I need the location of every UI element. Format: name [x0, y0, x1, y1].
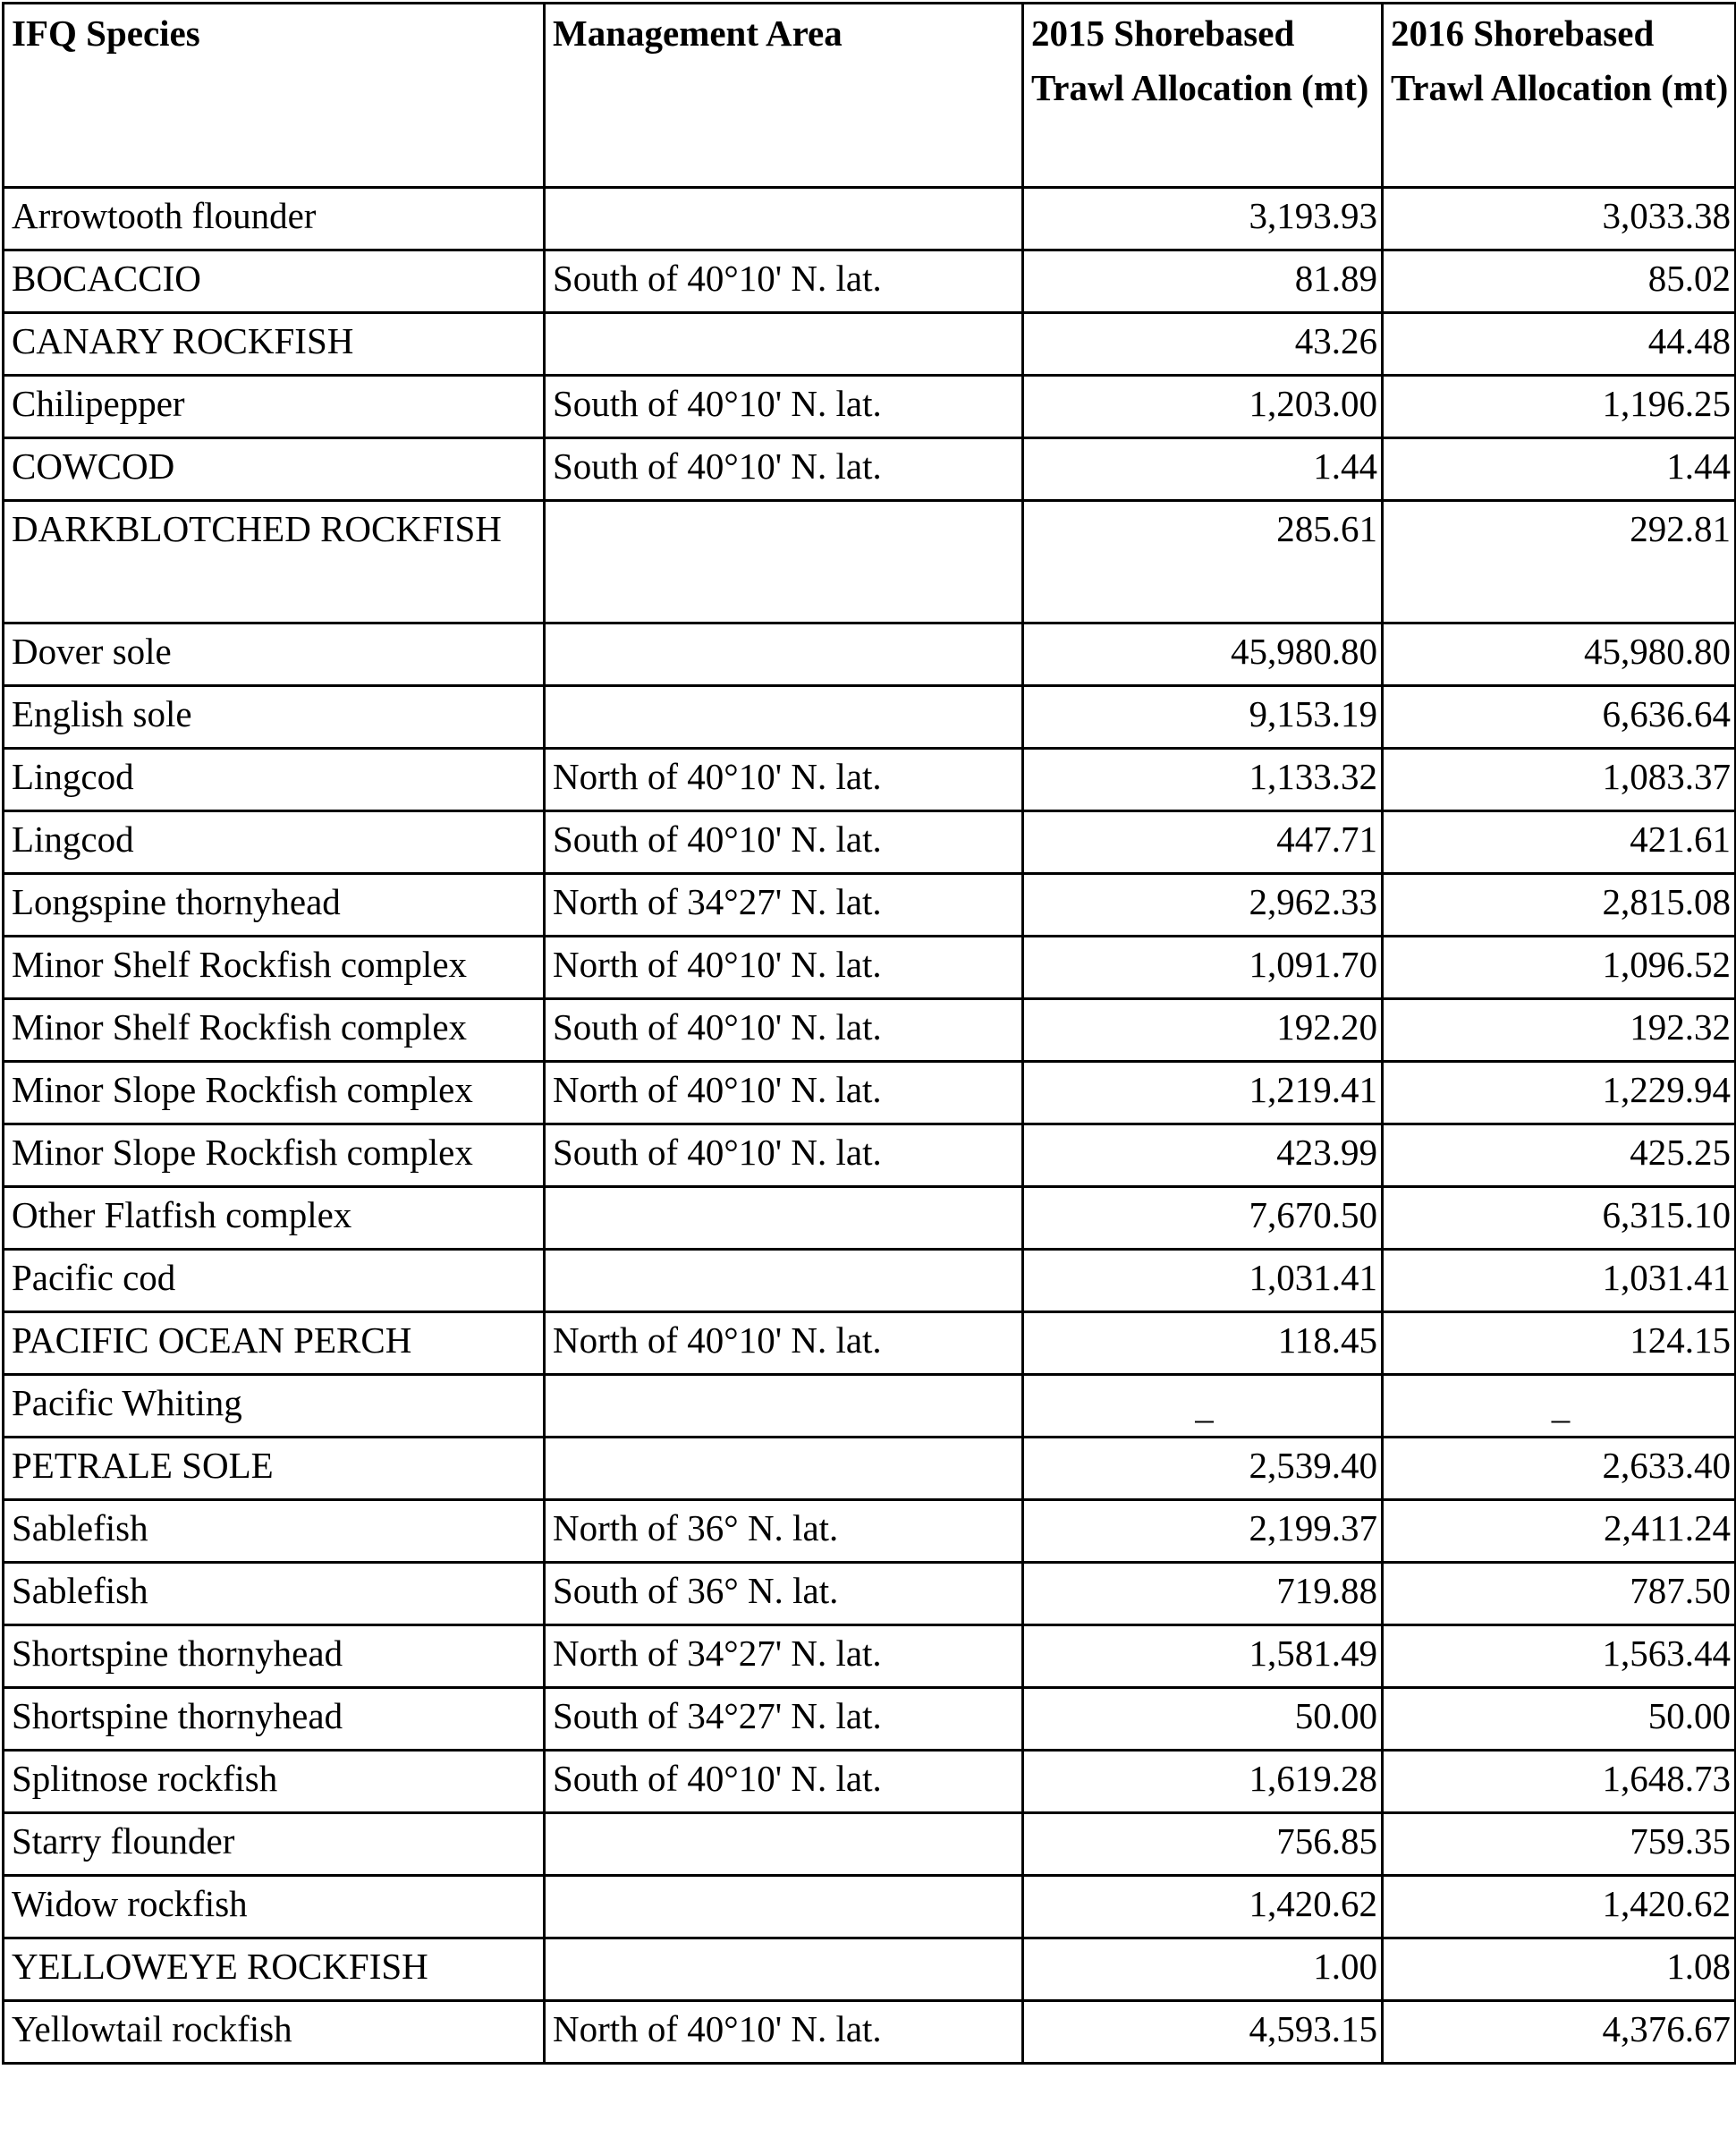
- table-row: [4, 1625, 1736, 1688]
- allocation-2016-cell: –: [1383, 1375, 1736, 1438]
- table-row: [4, 188, 1736, 250]
- management-area-cell: North of 40°10' N. lat.: [545, 937, 1023, 999]
- allocation-2016-cell: 45,980.80: [1383, 623, 1736, 686]
- management-area-cell: South of 40°10' N. lat.: [545, 250, 1023, 313]
- management-area-cell: South of 34°27' N. lat.: [545, 1688, 1023, 1751]
- species-cell: YELLOWEYE ROCKFISH: [4, 1938, 545, 2001]
- table-row: [4, 438, 1736, 501]
- allocation-2016-cell: 192.32: [1383, 999, 1736, 1062]
- species-cell: English sole: [4, 686, 545, 749]
- allocation-2016-cell: 787.50: [1383, 1563, 1736, 1625]
- allocation-2015-cell: 43.26: [1023, 313, 1383, 376]
- management-area-cell: [545, 1813, 1023, 1876]
- allocation-2015-cell: 3,193.93: [1023, 188, 1383, 250]
- header-row: [4, 4, 1736, 188]
- table-row: [4, 1563, 1736, 1625]
- allocation-2016-cell: 4,376.67: [1383, 2001, 1736, 2064]
- management-area-cell: [545, 1938, 1023, 2001]
- allocation-2016-cell: 2,815.08: [1383, 874, 1736, 937]
- management-area-cell: North of 40°10' N. lat.: [545, 749, 1023, 811]
- allocation-2015-cell: 1.00: [1023, 1938, 1383, 2001]
- species-cell: Shortspine thornyhead: [4, 1688, 545, 1751]
- allocation-2015-cell: 756.85: [1023, 1813, 1383, 1876]
- allocation-2016-cell: 1,563.44: [1383, 1625, 1736, 1688]
- allocation-2015-cell: 1,203.00: [1023, 376, 1383, 438]
- allocation-2016-cell: 6,315.10: [1383, 1187, 1736, 1250]
- allocation-2015-cell: 2,539.40: [1023, 1438, 1383, 1500]
- species-cell: Minor Slope Rockfish complex: [4, 1124, 545, 1187]
- species-cell: Other Flatfish complex: [4, 1187, 545, 1250]
- allocation-2016-cell: 1,229.94: [1383, 1062, 1736, 1124]
- allocation-2015-cell: 1,031.41: [1023, 1250, 1383, 1312]
- species-cell: Longspine thornyhead: [4, 874, 545, 937]
- allocation-2016-cell: 421.61: [1383, 811, 1736, 874]
- management-area-cell: [545, 623, 1023, 686]
- allocation-2016-cell: 44.48: [1383, 313, 1736, 376]
- species-cell: Splitnose rockfish: [4, 1751, 545, 1813]
- allocation-2016-cell: 1,196.25: [1383, 376, 1736, 438]
- allocation-2016-cell: 292.81: [1383, 501, 1736, 623]
- allocation-2015-cell: –: [1023, 1375, 1383, 1438]
- species-cell: PACIFIC OCEAN PERCH: [4, 1312, 545, 1375]
- species-cell: Lingcod: [4, 749, 545, 811]
- management-area-cell: South of 40°10' N. lat.: [545, 1751, 1023, 1813]
- species-cell: Pacific Whiting: [4, 1375, 545, 1438]
- table-row: [4, 1187, 1736, 1250]
- management-area-cell: [545, 501, 1023, 623]
- allocation-2015-cell: 192.20: [1023, 999, 1383, 1062]
- management-area-cell: North of 34°27' N. lat.: [545, 1625, 1023, 1688]
- header-management-area: Management Area: [545, 4, 1023, 188]
- management-area-cell: North of 34°27' N. lat.: [545, 874, 1023, 937]
- allocation-2015-cell: 447.71: [1023, 811, 1383, 874]
- allocation-2015-cell: 1,581.49: [1023, 1625, 1383, 1688]
- management-area-cell: [545, 1375, 1023, 1438]
- species-cell: Shortspine thornyhead: [4, 1625, 545, 1688]
- table-row: [4, 1438, 1736, 1500]
- allocation-2016-cell: 2,411.24: [1383, 1500, 1736, 1563]
- header-2015-allocation: 2015 Shorebased Trawl Allocation (mt): [1023, 4, 1383, 188]
- allocation-2016-cell: 1,096.52: [1383, 937, 1736, 999]
- table-row: [4, 313, 1736, 376]
- allocation-2016-cell: 2,633.40: [1383, 1438, 1736, 1500]
- species-cell: Yellowtail rockfish: [4, 2001, 545, 2064]
- allocation-2015-cell: 9,153.19: [1023, 686, 1383, 749]
- species-cell: Dover sole: [4, 623, 545, 686]
- species-cell: Minor Slope Rockfish complex: [4, 1062, 545, 1124]
- management-area-cell: [545, 313, 1023, 376]
- management-area-cell: [545, 1876, 1023, 1938]
- species-cell: Minor Shelf Rockfish complex: [4, 937, 545, 999]
- allocation-2015-cell: 2,199.37: [1023, 1500, 1383, 1563]
- management-area-cell: South of 36° N. lat.: [545, 1563, 1023, 1625]
- table-row: [4, 999, 1736, 1062]
- allocation-2015-cell: 285.61: [1023, 501, 1383, 623]
- management-area-cell: North of 40°10' N. lat.: [545, 2001, 1023, 2064]
- allocation-2016-cell: 759.35: [1383, 1813, 1736, 1876]
- allocation-2015-cell: 1,091.70: [1023, 937, 1383, 999]
- table-row: [4, 2001, 1736, 2064]
- header-species: IFQ Species: [4, 4, 545, 188]
- header-2016-allocation: 2016 Shorebased Trawl Allocation (mt): [1383, 4, 1736, 188]
- table-row: [4, 1876, 1736, 1938]
- allocation-2015-cell: 1,133.32: [1023, 749, 1383, 811]
- allocation-2016-cell: 1,420.62: [1383, 1876, 1736, 1938]
- management-area-cell: South of 40°10' N. lat.: [545, 999, 1023, 1062]
- species-cell: Sablefish: [4, 1500, 545, 1563]
- allocation-2015-cell: 45,980.80: [1023, 623, 1383, 686]
- allocation-2015-cell: 1,420.62: [1023, 1876, 1383, 1938]
- allocation-2015-cell: 719.88: [1023, 1563, 1383, 1625]
- management-area-cell: South of 40°10' N. lat.: [545, 811, 1023, 874]
- table-row: [4, 1813, 1736, 1876]
- allocation-2016-cell: 85.02: [1383, 250, 1736, 313]
- allocation-2015-cell: 4,593.15: [1023, 2001, 1383, 2064]
- management-area-cell: South of 40°10' N. lat.: [545, 438, 1023, 501]
- table-row: [4, 686, 1736, 749]
- table-row: [4, 250, 1736, 313]
- allocation-2016-cell: 1.08: [1383, 1938, 1736, 2001]
- species-cell: Arrowtooth flounder: [4, 188, 545, 250]
- allocation-2016-cell: 124.15: [1383, 1312, 1736, 1375]
- allocation-2015-cell: 1,219.41: [1023, 1062, 1383, 1124]
- table-row: [4, 937, 1736, 999]
- allocation-2016-cell: 1,648.73: [1383, 1751, 1736, 1813]
- allocation-2016-cell: 425.25: [1383, 1124, 1736, 1187]
- management-area-cell: [545, 1250, 1023, 1312]
- species-cell: PETRALE SOLE: [4, 1438, 545, 1500]
- table-row: [4, 1375, 1736, 1438]
- allocation-2015-cell: 1.44: [1023, 438, 1383, 501]
- table-row: [4, 874, 1736, 937]
- species-cell: COWCOD: [4, 438, 545, 501]
- management-area-cell: [545, 686, 1023, 749]
- table-row: [4, 1250, 1736, 1312]
- allocation-2015-cell: 2,962.33: [1023, 874, 1383, 937]
- species-cell: Minor Shelf Rockfish complex: [4, 999, 545, 1062]
- management-area-cell: South of 40°10' N. lat.: [545, 376, 1023, 438]
- species-cell: Widow rockfish: [4, 1876, 545, 1938]
- species-cell: Starry flounder: [4, 1813, 545, 1876]
- table-row: [4, 623, 1736, 686]
- table-row: [4, 1751, 1736, 1813]
- table-body: [4, 188, 1736, 2064]
- table-row: [4, 811, 1736, 874]
- management-area-cell: [545, 188, 1023, 250]
- allocation-2016-cell: 1,031.41: [1383, 1250, 1736, 1312]
- table-row: [4, 1312, 1736, 1375]
- management-area-cell: North of 36° N. lat.: [545, 1500, 1023, 1563]
- species-cell: Pacific cod: [4, 1250, 545, 1312]
- species-cell: Chilipepper: [4, 376, 545, 438]
- table-row: [4, 501, 1736, 623]
- management-area-cell: [545, 1187, 1023, 1250]
- management-area-cell: North of 40°10' N. lat.: [545, 1062, 1023, 1124]
- management-area-cell: [545, 1438, 1023, 1500]
- species-cell: BOCACCIO: [4, 250, 545, 313]
- management-area-cell: South of 40°10' N. lat.: [545, 1124, 1023, 1187]
- allocation-2015-cell: 423.99: [1023, 1124, 1383, 1187]
- table-row: [4, 376, 1736, 438]
- species-cell: Sablefish: [4, 1563, 545, 1625]
- table-row: [4, 1938, 1736, 2001]
- species-cell: CANARY ROCKFISH: [4, 313, 545, 376]
- allocation-2016-cell: 3,033.38: [1383, 188, 1736, 250]
- allocation-2015-cell: 118.45: [1023, 1312, 1383, 1375]
- table-row: [4, 749, 1736, 811]
- table-row: [4, 1688, 1736, 1751]
- allocation-2015-cell: 50.00: [1023, 1688, 1383, 1751]
- allocation-table: [2, 2, 1736, 2065]
- species-cell: DARKBLOTCHED ROCKFISH: [4, 501, 545, 623]
- table-row: [4, 1500, 1736, 1563]
- allocation-2015-cell: 1,619.28: [1023, 1751, 1383, 1813]
- allocation-2015-cell: 81.89: [1023, 250, 1383, 313]
- management-area-cell: North of 40°10' N. lat.: [545, 1312, 1023, 1375]
- allocation-2016-cell: 1.44: [1383, 438, 1736, 501]
- allocation-2015-cell: 7,670.50: [1023, 1187, 1383, 1250]
- table-row: [4, 1124, 1736, 1187]
- species-cell: Lingcod: [4, 811, 545, 874]
- allocation-2016-cell: 50.00: [1383, 1688, 1736, 1751]
- allocation-2016-cell: 1,083.37: [1383, 749, 1736, 811]
- allocation-2016-cell: 6,636.64: [1383, 686, 1736, 749]
- table-row: [4, 1062, 1736, 1124]
